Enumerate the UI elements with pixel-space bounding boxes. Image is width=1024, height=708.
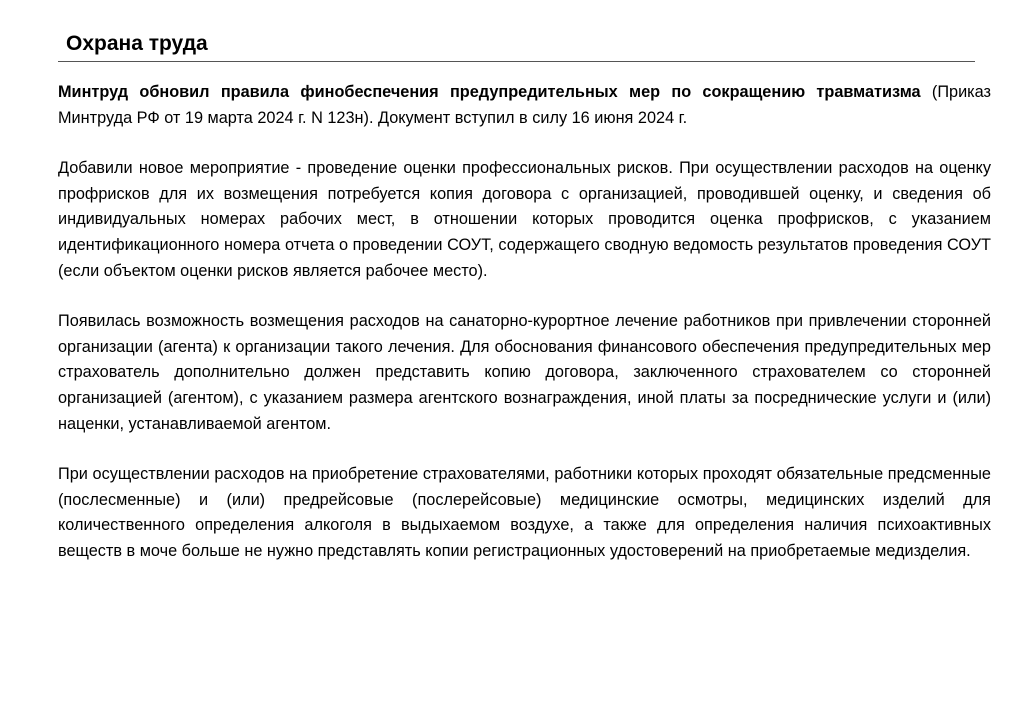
section-title: Охрана труда <box>66 32 208 55</box>
document-body <box>58 80 991 590</box>
paragraph-risk-assessment: Добавили новое мероприятие - проведение оценки профессиональных рисков. При осуществлении расходов на оценку профрисков для их возмещения потребуется копия договора с организацией, проводившей оценку, и сведения об индивидуальных номерах рабочих мест, в отношении которых проводится оценка профрисков, с указанием идентификационного номера отчета о проведении СОУТ, содержащего сводную ведомость результатов проведения СОУТ (если объектом оценки рисков является рабочее место). <box>58 159 991 280</box>
paragraph-sanatorium-treatment: Появилась возможность возмещения расходов на санаторно-курортное лечение работников при привлечении сторонней организации (агента) к организации такого лечения. Для обоснования финансового обеспечения предупредительных мер страхователь дополнительно должен представить копию договора, заключенного страхователем со сторонней организацией (агентом), с указанием размера агентского вознаграждения, иной платы за посреднические услуги и (или) наценки, устанавливаемой агентом. <box>58 312 991 433</box>
lead-paragraph <box>58 80 991 131</box>
lead-headline: Минтруд обновил правила финобеспечения предупредительных мер по сокращению травматизма <box>58 83 921 101</box>
lead-reference: (Приказ Минтруда РФ от 19 марта 2024 г. N 123н). Документ вступил в силу 16 июня 2024 г. <box>58 83 991 127</box>
title-divider <box>58 61 975 62</box>
paragraph-medical-devices: При осуществлении расходов на приобретение страхователями, работники которых проходят обязательные предсменные (послесменные) и (или) предрейсовые (послерейсовые) медицинские осмотры, медицинских изделий для количественного определения алкоголя в выдыхаемом воздухе, а также для определения наличия психоактивных веществ в моче больше не нужно представлять копии регистрационных удостоверений на приобретаемые медизделия. <box>58 465 991 560</box>
